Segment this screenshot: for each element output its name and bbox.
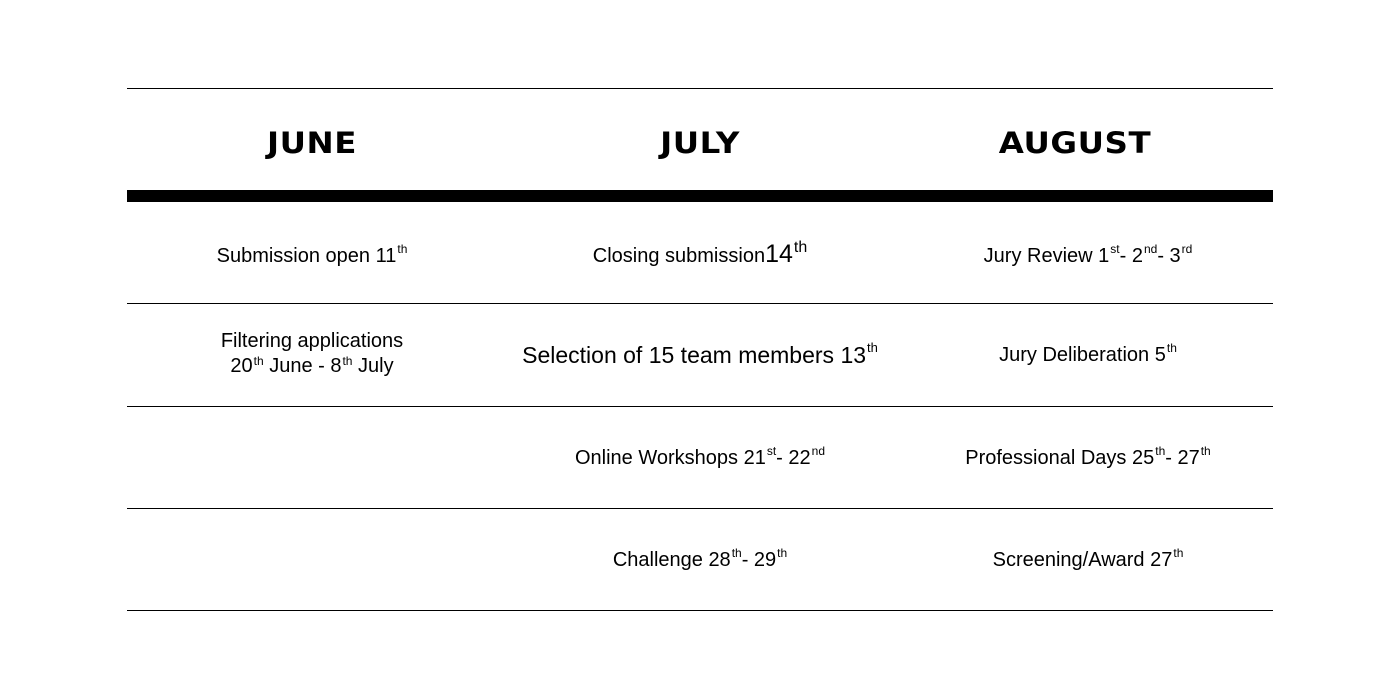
cell-june-submission-open: Submission open 11 $^{th}$: [216, 241, 408, 267]
header-divider: [127, 190, 1273, 202]
cell-july-closing-submission: Closing submission 14th: [592, 239, 808, 268]
column-header-july: JULY: [660, 126, 740, 160]
top-rule: [127, 88, 1273, 89]
cell-july-team-selection: Selection of 15 team members 13 $^{th}$: [522, 339, 878, 368]
cell-july-online-workshops: Online Workshops 21 $^{st}$ - 22 $^{nd}$: [574, 443, 825, 469]
cell-august-jury-review: Jury Review 1 $^{st}$ - 2 $^{nd}$ - 3 $^{rd}$: [983, 241, 1193, 267]
cell-july-challenge: Challenge 28 $^{th}$ - 29 $^{th}$: [612, 545, 788, 571]
cell-august-jury-deliberation: Jury Deliberation 5 $^{th}$: [999, 340, 1177, 366]
bottom-rule: [127, 610, 1273, 611]
cell-august-screening-award: Screening/Award 27 $^{th}$: [992, 545, 1184, 571]
column-header-august: AUGUST: [998, 126, 1152, 160]
schedule-table: [127, 0, 1273, 700]
column-header-june: JUNE: [266, 126, 358, 160]
cell-june-filtering-applications: Filtering applications 20th June - 8th July: [220, 330, 404, 377]
cell-august-professional-days: Professional Days 25 $^{th}$ - 27 $^{th}$: [965, 443, 1211, 469]
